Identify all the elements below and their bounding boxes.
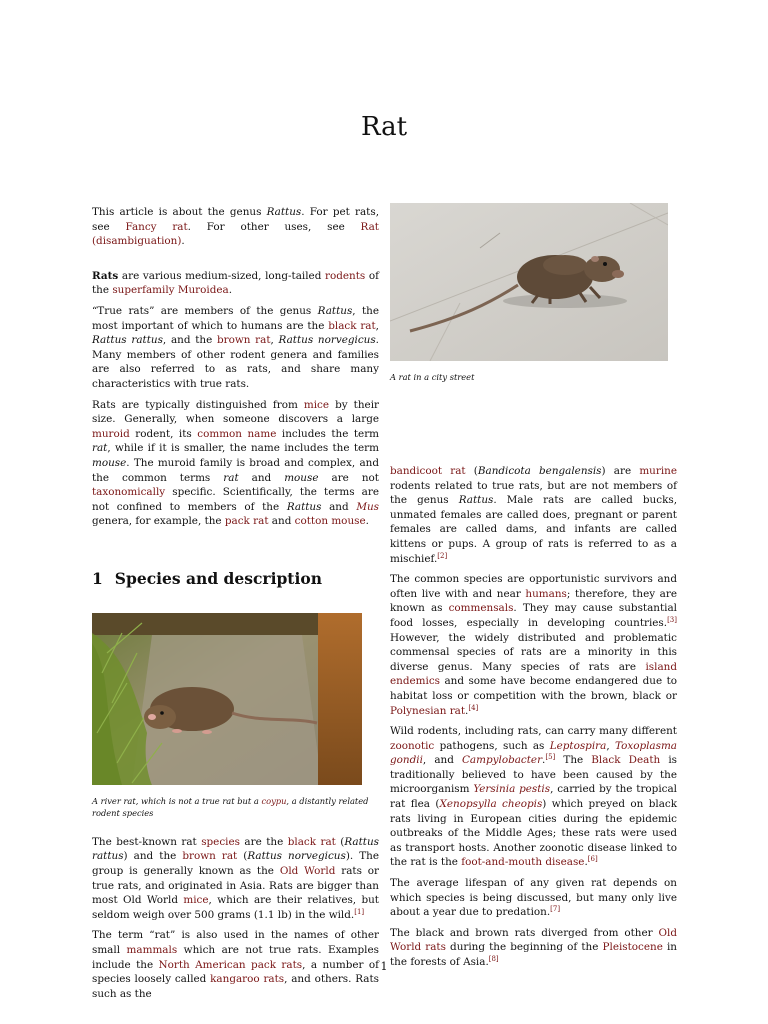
- caption-text: A river rat, which is not a true rat but a: [92, 795, 262, 806]
- paragraph-text: includes the term: [276, 427, 380, 440]
- paragraph-text: rodents related to true rats, but are not members of the genus: [390, 479, 677, 507]
- old-world-rats-link[interactable]: Old World rats: [390, 926, 677, 954]
- paragraph-text: , the most important of which to humans are the: [92, 304, 380, 332]
- toxoplasma-link-text: Toxoplasma gondii: [390, 739, 677, 767]
- paragraph-text: during the beginning of the: [445, 941, 603, 954]
- river-rat-figure: [92, 613, 379, 819]
- term-italic: mouse: [284, 471, 319, 484]
- reference-link[interactable]: [2]: [437, 551, 448, 560]
- campylobacter-link-text: Campylobacter: [461, 754, 543, 767]
- caption-text: , a distantly related rodent species: [92, 795, 369, 818]
- intro-bold-term: Rats: [92, 269, 119, 282]
- paragraph-text: (: [335, 835, 345, 848]
- term-italic: mouse: [92, 456, 127, 469]
- paragraph-text: by their size. Generally, when someone discovers a large: [92, 398, 379, 426]
- paragraph-text: (: [237, 850, 248, 863]
- reference-link[interactable]: [5]: [545, 753, 556, 762]
- opportunistic-paragraph: [390, 572, 677, 718]
- paragraph-text: The best-known rat: [92, 835, 202, 848]
- black-rat-link[interactable]: black rat: [287, 835, 336, 848]
- species-name: Rattus norvegicus: [247, 850, 346, 863]
- wild-rodents-paragraph: [390, 724, 677, 870]
- right-column: [390, 464, 677, 976]
- foot-and-mouth-link[interactable]: foot-and-mouth disease: [461, 856, 585, 869]
- paragraph-text: rats or true rats, and originated in Asia. Rats are bigger than most Old World: [92, 865, 379, 907]
- bandicoot-rat-link[interactable]: bandicoot rat: [390, 465, 466, 477]
- hatnote-genus: Rattus: [266, 206, 302, 218]
- species-name: Rattus: [317, 304, 353, 317]
- taxonomically-link[interactable]: taxonomically: [92, 486, 166, 499]
- paragraph-text: genera, for example, the: [92, 515, 225, 528]
- xenopsylla-link-text: Xenopsylla cheopis: [439, 798, 543, 811]
- species-name: Rattus rattus: [92, 835, 379, 863]
- distinguish-paragraph: [92, 398, 379, 529]
- reference-link[interactable]: [6]: [587, 855, 598, 864]
- hatnote-text: . For other uses, see: [187, 220, 361, 233]
- paragraph-text: The term “rat” is also used in the names of other small: [92, 929, 379, 957]
- muroidea-link[interactable]: superfamily Muroidea: [112, 284, 229, 297]
- paragraph-text: in the forests of Asia.: [390, 941, 677, 968]
- island-endemics-link[interactable]: island endemics: [390, 660, 677, 688]
- pleistocene-link[interactable]: Pleistocene: [602, 941, 663, 954]
- reference-link[interactable]: [1]: [354, 907, 365, 916]
- rodents-link[interactable]: rodents: [325, 269, 366, 282]
- old-world-link[interactable]: Old World: [279, 865, 336, 878]
- paragraph-text: . The muroid family is broad and complex, and the common terms: [92, 456, 379, 484]
- mammals-link[interactable]: mammals: [126, 944, 178, 957]
- paragraph-text: , and others. Rats such as the: [92, 973, 380, 1000]
- page-title: Rat: [360, 112, 408, 142]
- xenopsylla-link[interactable]: [439, 798, 542, 810]
- humans-link[interactable]: humans: [525, 587, 567, 600]
- city-rat-photo: [390, 203, 668, 361]
- paragraph-text: , which are their relatives, but seldom weigh over 500 grams (1.1 lb) in the wild.: [92, 894, 379, 921]
- leptospira-link-text: Leptospira: [549, 739, 607, 752]
- paragraph-text: ) are: [601, 465, 640, 477]
- intro-text: are various medium-sized, long-tailed: [118, 269, 326, 282]
- muroid-link[interactable]: muroid: [92, 427, 130, 440]
- section-title: Species and description: [114, 568, 322, 588]
- paragraph-text: ,: [270, 334, 279, 347]
- paragraph-text: “True rats” are members of the genus: [92, 304, 318, 317]
- hatnote: [92, 205, 379, 249]
- paragraph-text: Rats are typically distinguished from: [92, 398, 304, 411]
- brown-rat-link[interactable]: brown rat: [182, 850, 238, 863]
- paragraph-text: which are not true rats. Examples include the: [92, 944, 379, 971]
- paragraph-text: specific. Scientifically, the terms are not confined to members of the: [92, 486, 379, 513]
- mus-link[interactable]: [356, 501, 379, 513]
- bandicoot-paragraph: [390, 464, 677, 566]
- leptospira-link[interactable]: [550, 740, 607, 752]
- paragraph-text: .: [465, 704, 469, 717]
- campylobacter-link[interactable]: [462, 754, 542, 766]
- disambiguation-link[interactable]: Rat (disambiguation): [92, 220, 379, 248]
- intro-paragraph: [92, 269, 379, 298]
- brown-rat-link[interactable]: brown rat: [216, 334, 271, 347]
- species-link[interactable]: species: [201, 835, 240, 848]
- paragraph-text: (: [465, 465, 478, 477]
- cotton-mouse-link[interactable]: cotton mouse: [294, 515, 366, 528]
- paragraph-text: However, the widely distributed and problematic commensal species of rats are a minority in this diverse genus. Many species of rats are: [390, 631, 677, 673]
- pack-rat-link[interactable]: pack rat: [224, 515, 269, 528]
- paragraph-text: . Male rats are called bucks, unmated females are called does, pregnant or parent females are called dams, and infants are called kittens or pups. A group of rats is referred to as a mischief.: [390, 494, 677, 565]
- paragraph-text: , and: [422, 754, 462, 767]
- paragraph-text: , while if it is smaller, the name includes the term: [107, 442, 379, 455]
- paragraph-text: .: [365, 515, 369, 528]
- paragraph-text: The black and brown rats diverged from other: [390, 926, 659, 939]
- paragraph-text: ) and the: [123, 850, 183, 863]
- paragraph-text: and: [268, 515, 295, 528]
- page-number: 1: [380, 960, 388, 973]
- hatnote-text: .: [181, 235, 185, 248]
- best-known-paragraph: [92, 835, 379, 923]
- paragraph-text: .: [542, 754, 546, 767]
- paragraph-text: The common species are opportunistic survivors and often live with and near: [390, 573, 677, 600]
- north-american-pack-rats-link[interactable]: North American pack rats: [158, 958, 303, 971]
- paragraph-text: , carried by the tropical rat flea (: [390, 783, 677, 811]
- mice-link[interactable]: mice: [303, 398, 330, 411]
- intro-text: of the: [92, 269, 380, 297]
- paragraph-text: is traditionally believed to have been caused by the microorganism: [390, 754, 677, 796]
- intro-text: .: [228, 284, 233, 297]
- paragraph-text: and some have become endangered due to habitat loss or competition with the brown, black or: [390, 675, 677, 702]
- reference-link[interactable]: [7]: [550, 905, 561, 914]
- paragraph-text: ,: [606, 739, 615, 752]
- species-name: Rattus rattus: [92, 334, 163, 347]
- paragraph-text: ,: [375, 319, 379, 332]
- common-name-link[interactable]: common name: [197, 427, 277, 440]
- paragraph-text: Wild rodents, including rats, can carry many different: [390, 725, 677, 738]
- mice-link[interactable]: mice: [183, 894, 209, 907]
- right-column-figure: [390, 203, 677, 399]
- coypu-link[interactable]: coypu: [261, 795, 287, 806]
- section-number: 1: [92, 568, 103, 588]
- paragraph-text: pathogens, such as: [434, 739, 550, 752]
- paragraph-text: ) which preyed on black rats living in European cities during the epidemic outbreaks of the Middle Ages; these rats were used as transport hosts. Another zoonotic disease linked to the rat is the: [390, 798, 678, 869]
- reference-link[interactable]: [3]: [667, 615, 677, 624]
- lifespan-paragraph: [390, 876, 677, 920]
- paragraph-text: . Many members of other rodent genera and families are also referred to as rats, and share many characteristics with true rats.: [92, 334, 379, 390]
- paragraph-text: and: [238, 471, 285, 484]
- species-name: Rattus norvegicus: [278, 334, 376, 347]
- black-death-link[interactable]: Black Death: [591, 754, 661, 767]
- paragraph-text: rodent, its: [129, 427, 198, 440]
- yersinia-link-text: Yersinia pestis: [473, 783, 551, 796]
- river-rat-photo: [92, 613, 362, 785]
- hatnote-text: . For pet rats, see: [92, 206, 379, 233]
- paragraph-text: , and the: [162, 334, 217, 347]
- reference-link[interactable]: [8]: [488, 955, 499, 963]
- black-rat-link[interactable]: black rat: [328, 319, 376, 332]
- left-column: [92, 205, 379, 1007]
- paragraph-text: . They may cause substantial food losses, especially in developing countries.: [390, 602, 677, 629]
- murine-link[interactable]: murine: [639, 465, 677, 477]
- term-italic: rat: [223, 471, 239, 484]
- paragraph-text: and: [321, 500, 357, 513]
- term-italic: rat: [92, 442, 108, 455]
- paragraph-text: .: [584, 856, 588, 869]
- paragraph-text: are the: [239, 835, 288, 848]
- paragraph-text: ). The group is generally known as the: [92, 850, 380, 878]
- fancy-rat-link[interactable]: Fancy rat: [125, 220, 188, 233]
- paragraph-text: are not: [318, 471, 379, 484]
- city-rat-caption: A rat in a city street: [390, 372, 475, 382]
- paragraph-text: ; therefore, they are known as: [390, 587, 677, 615]
- species-name: Rattus: [458, 494, 494, 507]
- hatnote-text: This article is about the genus: [92, 206, 267, 218]
- paragraph-text: The: [555, 754, 592, 767]
- city-rat-figure: [390, 203, 677, 383]
- species-name: Rattus: [286, 500, 322, 513]
- species-name: Bandicota bengalensis: [477, 465, 602, 477]
- paragraph-text: The average lifespan of any given rat depends on which species is being discussed, but many only live about a year due to predation.: [390, 877, 677, 919]
- mus-link-text: Mus: [356, 500, 379, 513]
- paragraph-text: , a number of species loosely called: [92, 958, 379, 986]
- river-rat-caption: [92, 795, 379, 819]
- kangaroo-rats-link[interactable]: kangaroo rats: [210, 973, 285, 986]
- true-rats-paragraph: [92, 304, 379, 392]
- commensals-link[interactable]: commensals: [448, 602, 514, 615]
- yersinia-pestis-link[interactable]: [473, 783, 550, 795]
- section-heading-species: [92, 569, 379, 589]
- reference-link[interactable]: [4]: [468, 703, 479, 712]
- polynesian-rat-link[interactable]: Polynesian rat: [390, 704, 466, 717]
- zoonotic-link[interactable]: zoonotic: [390, 739, 435, 752]
